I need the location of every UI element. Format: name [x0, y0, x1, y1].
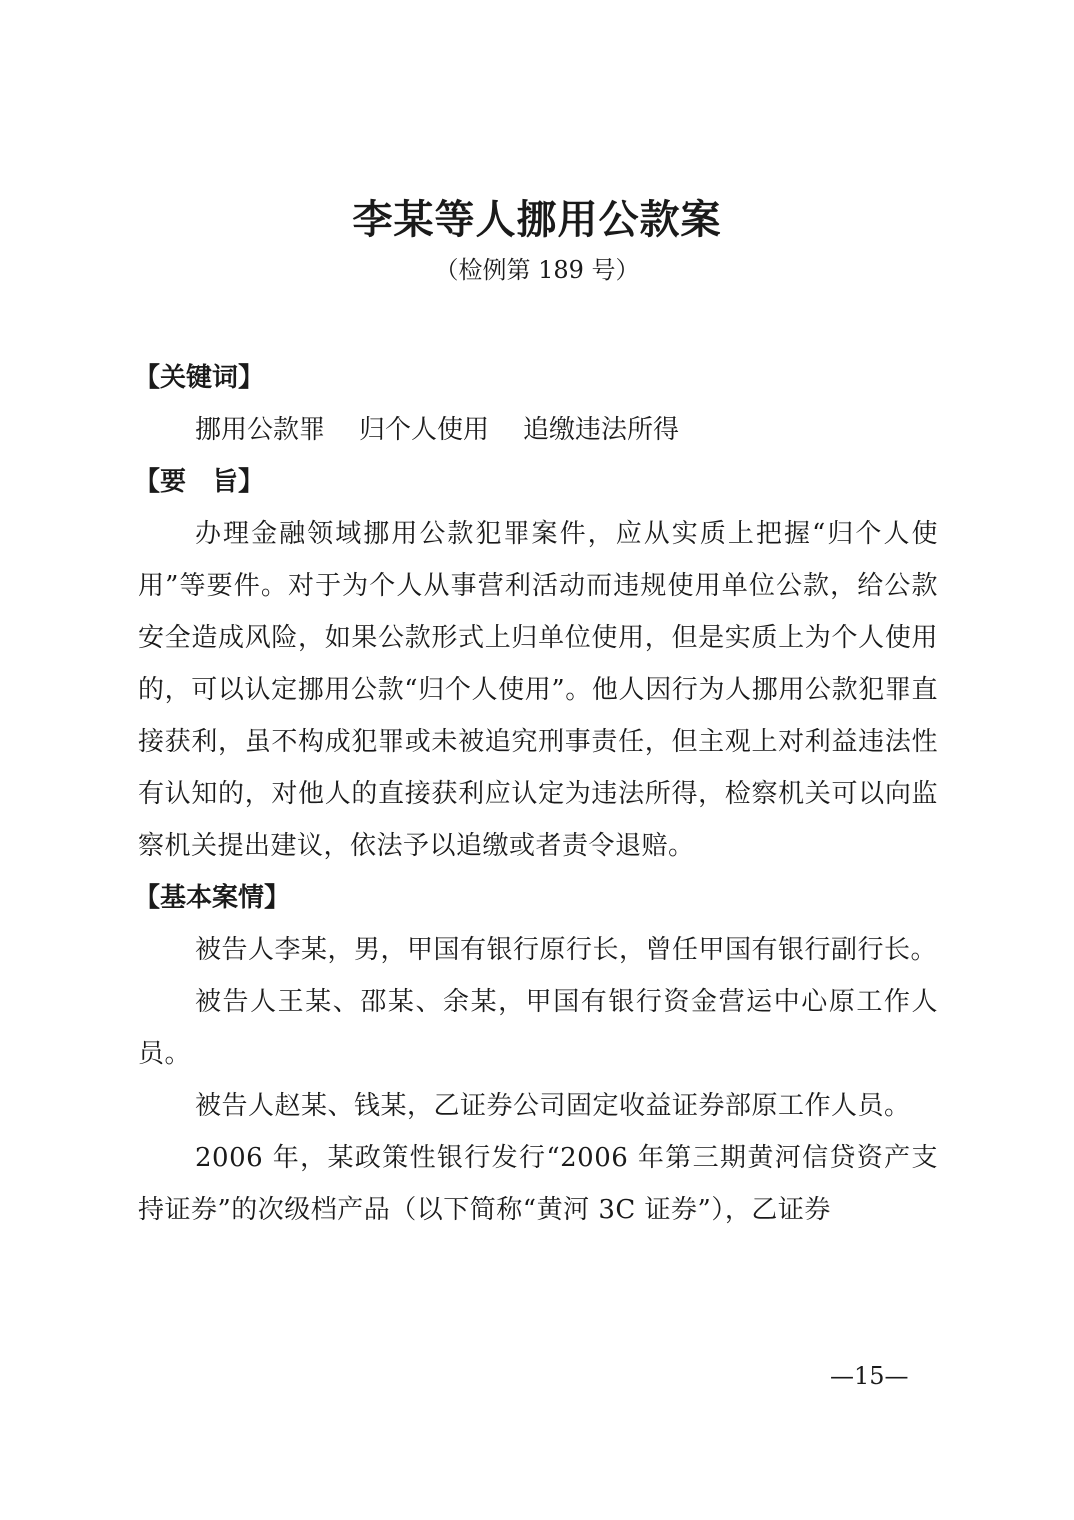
- facts-paragraph: 被告人王某、邵某、余某，甲国有银行资金营运中心原工作人员。: [138, 987, 938, 1069]
- facts-paragraph: 被告人赵某、钱某，乙证券公司固定收益证券部原工作人员。: [195, 1091, 911, 1121]
- case-number: （检例第 189 号）: [434, 256, 640, 284]
- keyword-item: 挪用公款罪: [195, 415, 326, 445]
- facts-paragraph: 被告人李某，男，甲国有银行原行长，曾任甲国有银行副行长。: [195, 935, 938, 965]
- gist-paragraph: 办理金融领域挪用公款犯罪案件，应从实质上把握“归个人使用”等要件。对于为个人从事营利活动而违规使用单位公款，给公款安全造成风险，如果公款形式上归单位使用，但是实质上为个人使用的，可以认定挪用公款“归个人使用”。他人因行为人挪用公款犯罪直接获利，虽不构成犯罪或未被追究刑事责任，但主观上对利益违法性有认知的，对他人的直接获利应认定为违法所得，检察机关可以向监察机关提出建议，依法予以追缴或者责令退赔。: [138, 519, 938, 861]
- facts-heading: 【基本案情】: [134, 883, 291, 913]
- facts-paragraph: 2006 年，某政策性银行发行“2006 年第三期黄河信贷资产支持证券”的次级档产品（以下简称“黄河 3C 证券”），乙证券: [138, 1143, 938, 1225]
- document-title: 李某等人挪用公款案: [352, 197, 722, 243]
- keyword-item: 归个人使用: [359, 415, 490, 445]
- page-number: —15—: [830, 1362, 909, 1390]
- document-body: [134, 352, 938, 1236]
- keyword-item: 追缴违法所得: [523, 415, 680, 445]
- gist-heading: 【要 旨】: [134, 467, 265, 497]
- keywords-heading: 【关键词】: [134, 363, 265, 393]
- keywords-list: [138, 404, 938, 456]
